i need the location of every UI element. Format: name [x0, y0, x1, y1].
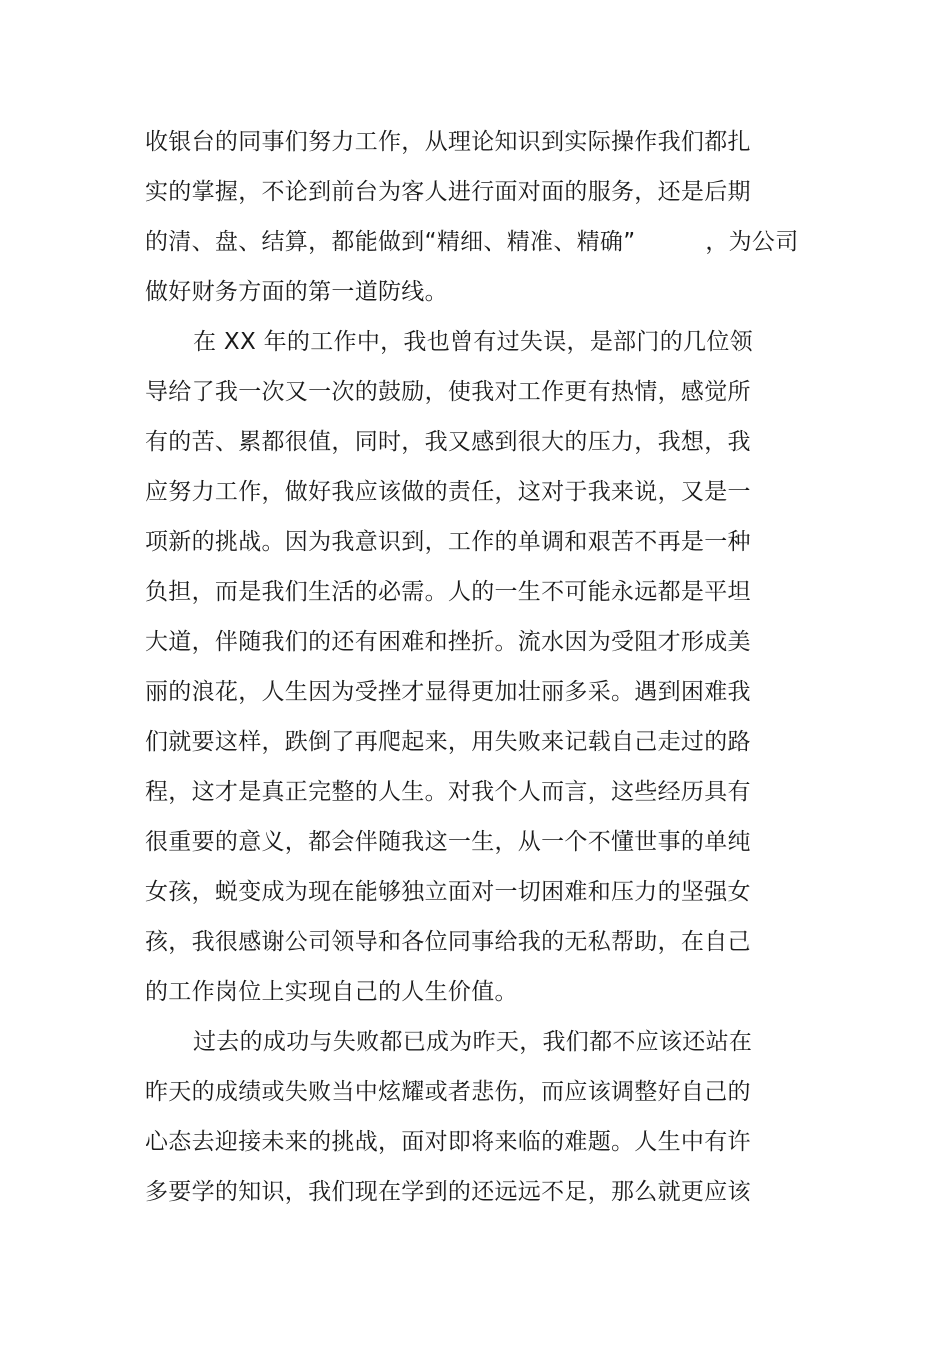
text-line: 的工作岗位上实现自己的人生价值。 [145, 979, 518, 1005]
text-line: 大道，伴随我们的还有困难和挫折。流水因为受阻才形成美 [145, 629, 751, 655]
text-line: 昨天的成绩或失败当中炫耀或者悲伤，而应该调整好自己的 [145, 1079, 751, 1105]
text-line: 孩，我很感谢公司领导和各位同事给我的无私帮助，在自己 [145, 929, 751, 955]
text-line: 收银台的同事们努力工作，从理论知识到实际操作我们都扎 [145, 129, 751, 155]
text-line: 丽的浪花，人生因为受挫才显得更加壮丽多采。遇到困难我 [145, 679, 751, 705]
text-line: 很重要的意义，都会伴随我这一生，从一个不懂世事的单纯 [145, 829, 751, 855]
text-line: 导给了我一次又一次的鼓励，使我对工作更有热情，感觉所 [145, 379, 751, 405]
paragraph-start-line: 在 XX 年的工作中，我也曾有过失误，是部门的几位领 [193, 329, 753, 355]
text-line: 有的苦、累都很值，同时，我又感到很大的压力，我想，我 [145, 429, 751, 455]
text-line: 心态去迎接未来的挑战，面对即将来临的难题。人生中有许 [145, 1129, 751, 1155]
text-line: 应努力工作，做好我应该做的责任，这对于我来说，又是一 [145, 479, 751, 505]
text-line: 实的掌握，不论到前台为客人进行面对面的服务，还是后期 [145, 179, 751, 205]
text-line: 负担，而是我们生活的必需。人的一生不可能永远都是平坦 [145, 579, 751, 605]
text-line: 多要学的知识，我们现在学到的还远远不足，那么就更应该 [145, 1179, 751, 1205]
text-line: 女孩，蜕变成为现在能够独立面对一切困难和压力的坚强女 [145, 879, 751, 905]
text-line: 的清、盘、结算，都能做到“精细、精准、精确” ，为公司 [145, 229, 799, 255]
text-line: 们就要这样，跌倒了再爬起来，用失败来记载自己走过的路 [145, 729, 751, 755]
paragraph-start-line: 过去的成功与失败都已成为昨天，我们都不应该还站在 [193, 1029, 753, 1055]
text-line: 项新的挑战。因为我意识到，工作的单调和艰苦不再是一种 [145, 529, 751, 555]
text-line: 程，这才是真正完整的人生。对我个人而言，这些经历具有 [145, 779, 751, 805]
text-line: 做好财务方面的第一道防线。 [145, 279, 448, 305]
